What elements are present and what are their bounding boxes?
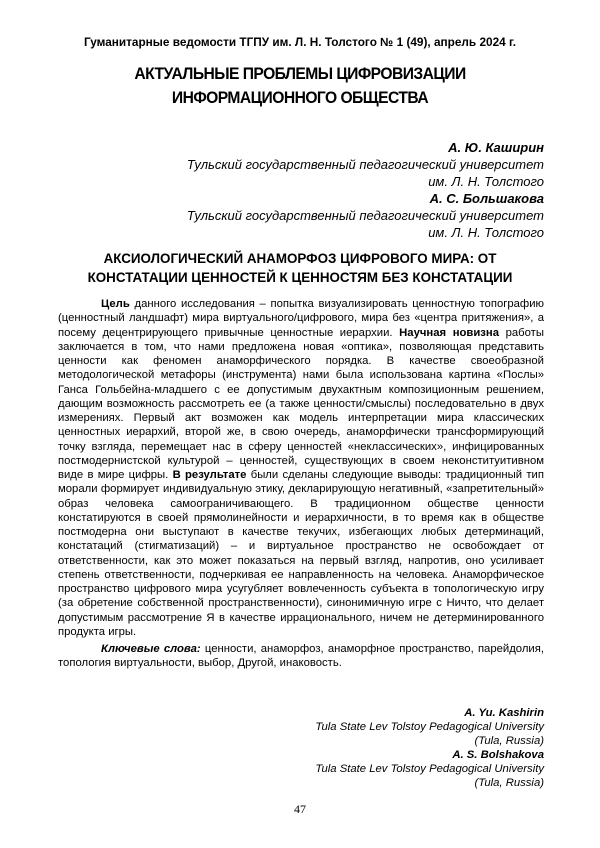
result-label: В результате <box>172 469 247 481</box>
author-affiliation: Тульский государственный педагогический университет <box>186 157 544 172</box>
author-affiliation: им. Л. Н. Толстого <box>428 225 544 240</box>
author-affiliation: им. Л. Н. Толстого <box>428 174 544 189</box>
result-text: были сделаны следующие выводы: традиционный тип морали формирует индивидуальную этику, декларирующую негативный, «запретительный» образ человека самоограничивающего. В традиционном обществе ценности констатируются в своей прямолинейности и иерархичности, в то время как в обществе постмодерна они выступают в качестве текучих, избегающих любых детерминаций, констатаций (стигматизаций) – и виртуальное пространство не освобождает от ответственности, как это может показаться на первый взгляд, напротив, оно усиливает степень ответственности, подчеркивая ее направленность на человека. Анаморфическое пространство цифрового мира усугубляет вовлеченность субъекта в топологическую игру (за обретение собственной пространственности), синонимичную игре с Ничто, что делает допустимым рассмотрение Я в качестве иррационального, ничем не детерминированного продукта игры. <box>58 469 544 638</box>
author-affiliation-en: Tula State Lev Tolstoy Pedagogical University <box>315 721 544 733</box>
rubric-line-2: ИНФОРМАЦИОННОГО ОБЩЕСТВА <box>171 88 429 107</box>
abstract-paragraph <box>58 297 544 639</box>
author-affiliation-en: (Tula, Russia) <box>474 735 544 747</box>
author-name-en: A. S. Bolshakova <box>452 749 544 761</box>
author-name: А. С. Большакова <box>429 191 544 206</box>
novelty-label: Научная новизна <box>399 326 500 339</box>
authors-en <box>124 706 544 790</box>
rubric-line-1: АКТУАЛЬНЫЕ ПРОБЛЕМЫ ЦИФРОВИЗАЦИИ <box>134 64 466 83</box>
section-rubric <box>61 62 539 110</box>
article-title-line-2: КОНСТАТАЦИИ ЦЕННОСТЕЙ К ЦЕННОСТЯМ БЕЗ КОНСТАТАЦИИ <box>87 270 513 285</box>
article-title-line-1: АКСИОЛОГИЧЕСКИЙ АНАМОРФОЗ ЦИФРОВОГО МИРА: ОТ <box>103 251 497 266</box>
author-affiliation: Тульский государственный педагогический университет <box>186 208 544 223</box>
abstract <box>58 297 544 671</box>
keywords-text: ценности, анаморфоз, анаморфное пространство, парейдолия, топология виртуальности, выбор, Другой, инаковость. <box>58 643 545 670</box>
goal-text: данного исследования – попытка визуализировать ценностную топографию (ценностный ландшафт) мира виртуального/цифрового, мира без «центра притяжения», а посему децентрирующего привычные ценностные иерархии. <box>58 298 544 339</box>
page-number: 47 <box>294 802 306 816</box>
author-affiliation-en: (Tula, Russia) <box>474 777 544 789</box>
author-name: А. Ю. Каширин <box>448 140 544 155</box>
authors-ru <box>84 139 544 241</box>
author-name-en: A. Yu. Kashirin <box>464 707 544 719</box>
novelty-text: работы заключается в том, что нами предложена новая «оптика», позволяющая представить ценности как феномен анаморфического порядка. В качестве своеобразной методологической метафоры (инструмента) нами была использована картина «Послы» Ганса Гольбейна-младшего с ее допустимым двухактным композиционным решением, дающим возможность рассмотреть ее (а также ценности/смыслы) последовательно в двух измерениях. Первый акт возможен как модель интерпретации мира классических ценностных иерархий, второй же, в свою очередь, анаморфически трансформирующий точку взгляда, перемещает нас в сферу ценностей «неклассических», инфицированных постмодернистской культурой – ценностей, существующих в своем неконституитивном виде в мире цифры. <box>58 326 544 481</box>
article-title <box>46 249 554 287</box>
keywords-label: Ключевые слова: <box>101 643 201 655</box>
keywords <box>58 642 544 671</box>
running-head: Гуманитарные ведомости ТГПУ им. Л. Н. Толстого № 1 (49), апрель 2024 г. <box>83 35 516 49</box>
goal-label: Цель <box>101 298 130 310</box>
author-affiliation-en: Tula State Lev Tolstoy Pedagogical University <box>315 763 544 775</box>
